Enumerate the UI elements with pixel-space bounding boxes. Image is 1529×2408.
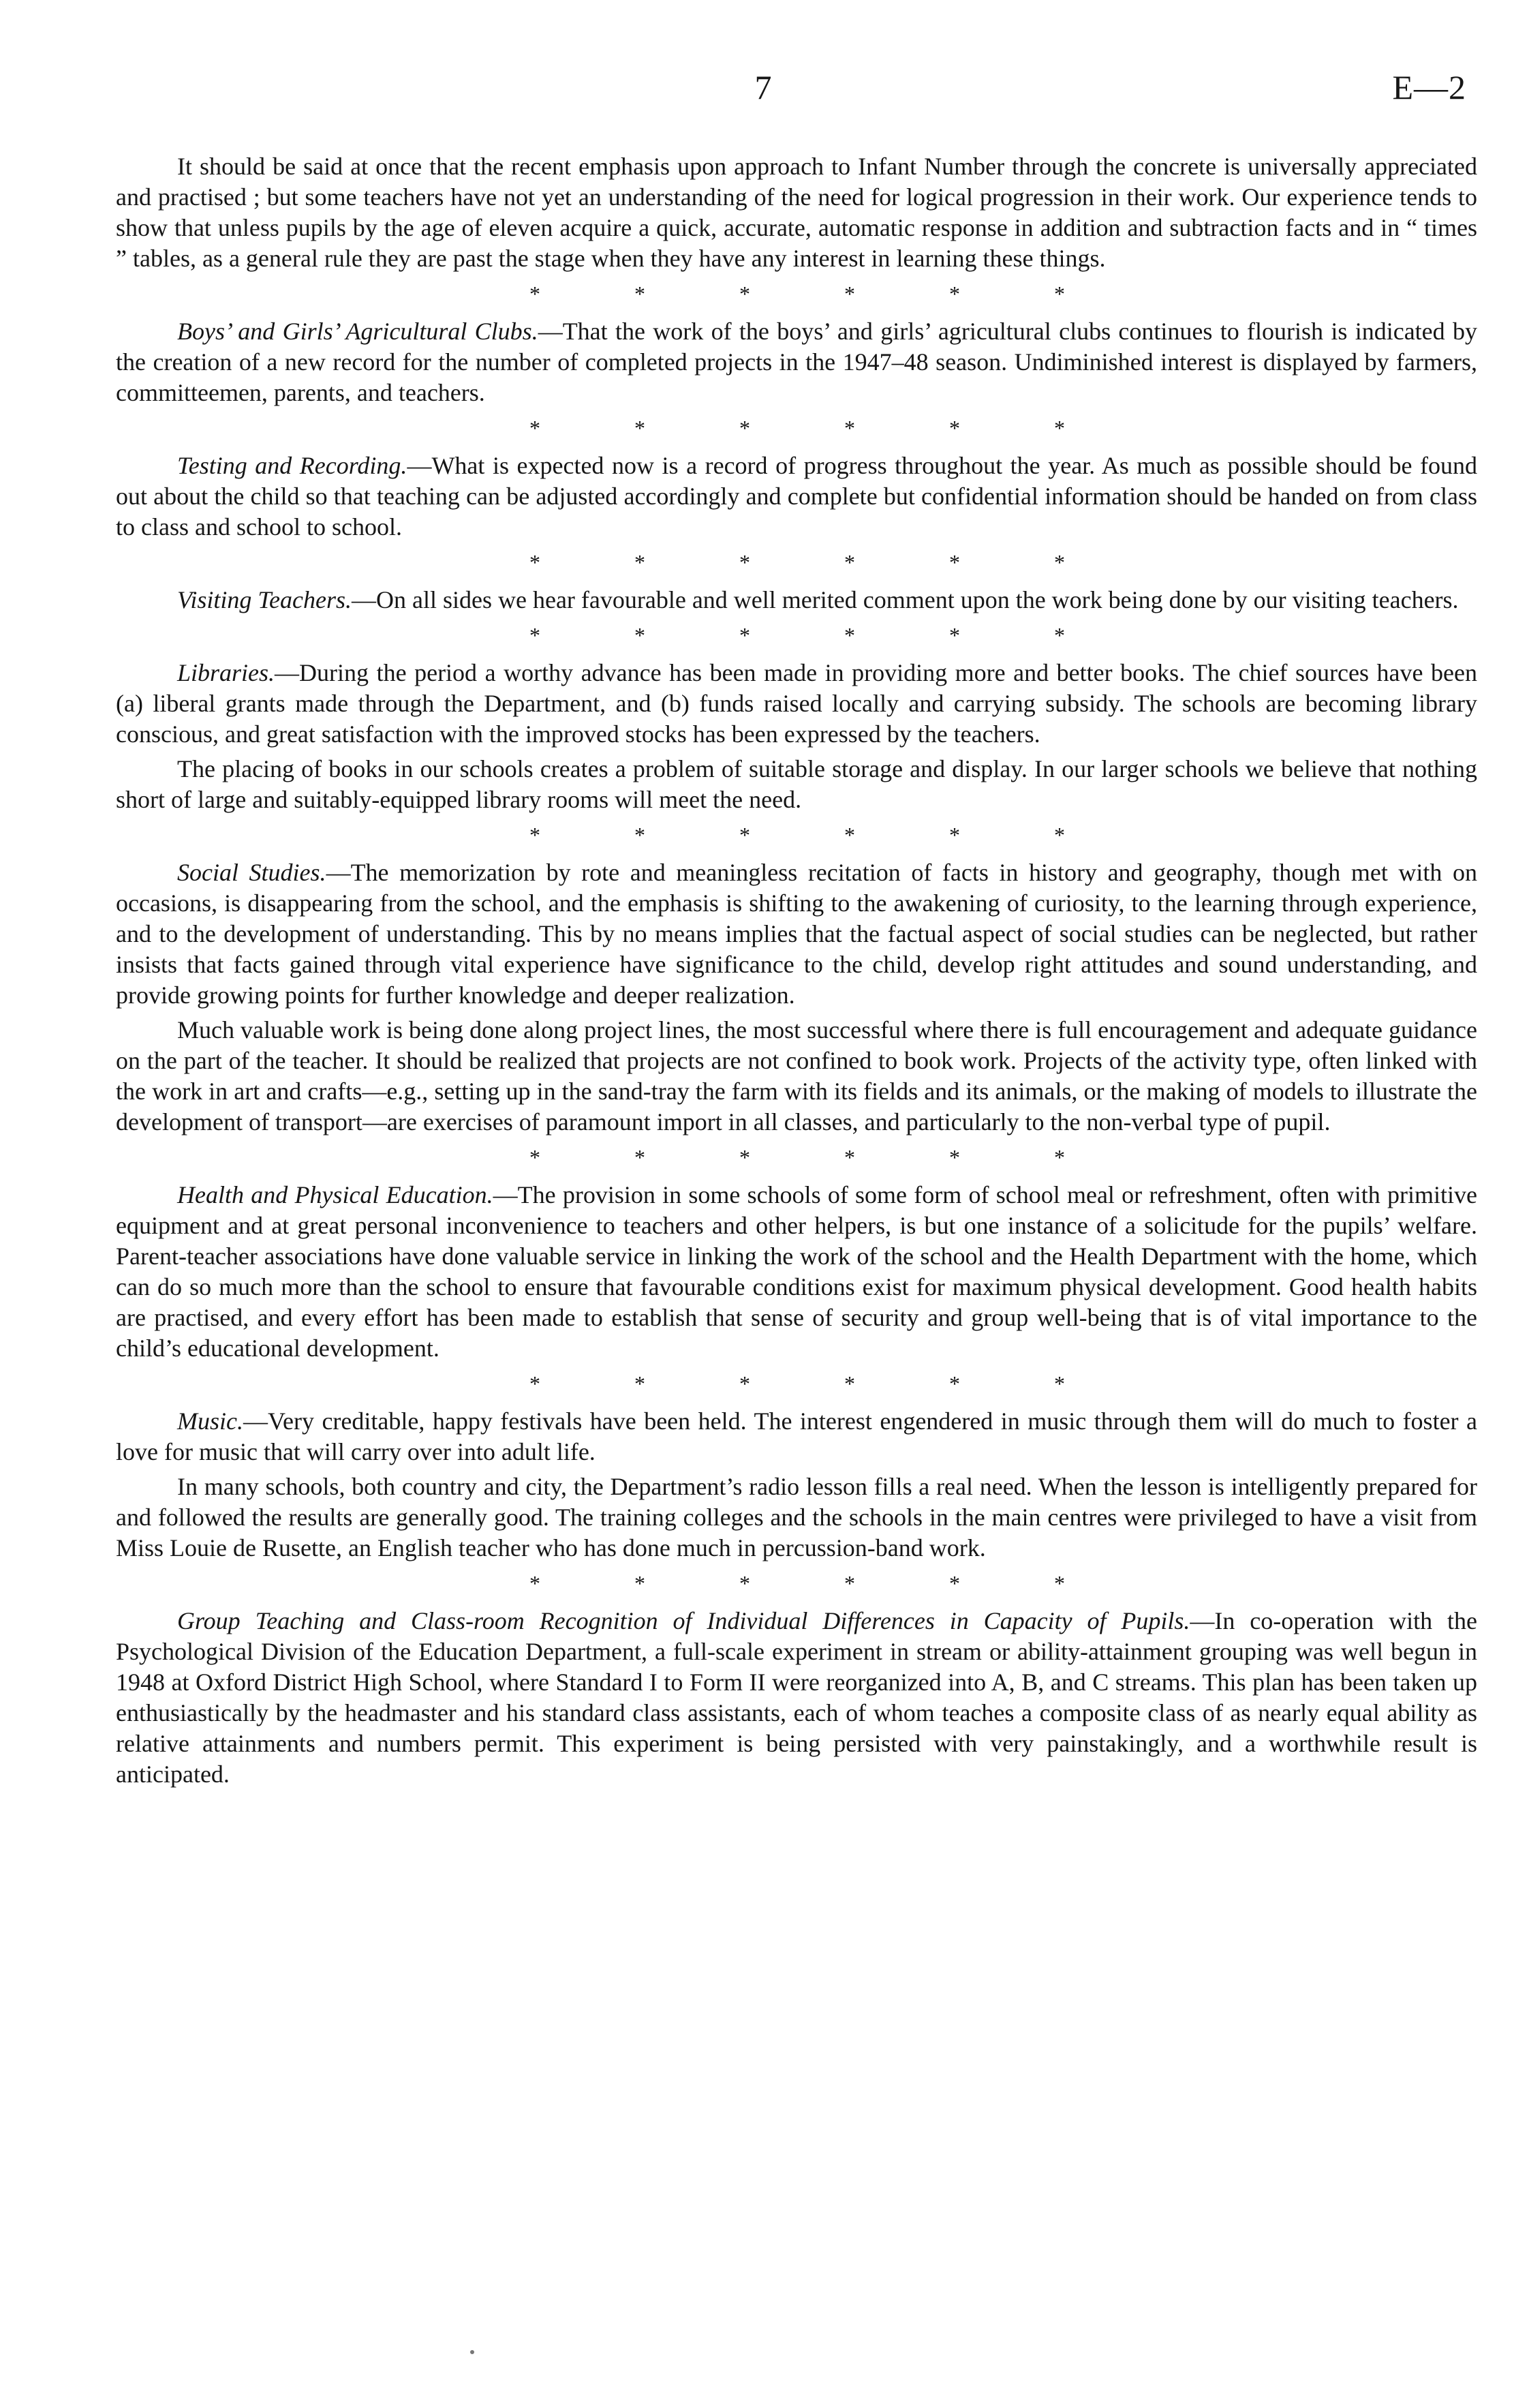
asterisk: * — [844, 623, 855, 647]
asterisk: * — [529, 550, 540, 575]
asterisk: * — [529, 1145, 540, 1170]
asterisk: * — [844, 1571, 855, 1596]
section-title-health: Health and Physical Education. — [177, 1181, 493, 1208]
report-code: E—2 — [1392, 68, 1466, 106]
star-divider — [528, 1144, 1066, 1170]
paragraph-text: In many schools, both country and city, the Department’s radio lesson fills a real need. When the lesson is intelligently prepared for and followed the results are generally good. The training colleges and the schools in the main centres were privileged to have a visit from Miss Louie de Rusette, an English teacher who has done much in percussion-band work. — [116, 1473, 1477, 1561]
asterisk: * — [1054, 823, 1065, 847]
section-title-group-teaching: Group Teaching and Class-room Recognition of Individual Differences in Capacity of Pupils. — [177, 1607, 1190, 1634]
group-teaching-paragraph — [116, 1606, 1477, 1790]
asterisk: * — [949, 823, 960, 847]
clubs-paragraph — [116, 316, 1477, 408]
asterisk: * — [634, 1145, 645, 1170]
scan-speck — [470, 2350, 474, 2354]
asterisk: * — [739, 1371, 750, 1396]
star-divider — [528, 281, 1066, 307]
star-divider — [528, 415, 1066, 441]
asterisk: * — [1054, 1371, 1065, 1396]
asterisk: * — [1054, 1145, 1065, 1170]
asterisk: * — [739, 416, 750, 440]
asterisk: * — [634, 1371, 645, 1396]
asterisk: * — [844, 823, 855, 847]
intro-paragraph — [116, 151, 1477, 274]
asterisk: * — [739, 1145, 750, 1170]
paragraph-text: —During the period a worthy advance has been made in providing more and better books. The chief sources have been (a) liberal grants made through the Department, and (b) funds raised locally and carrying subsidy. The schools are becoming library conscious, and great satisfaction with the improved stocks has been expressed by the teachers. — [116, 659, 1477, 748]
asterisk: * — [529, 416, 540, 440]
asterisk: * — [1054, 416, 1065, 440]
star-divider — [528, 1371, 1066, 1397]
asterisk: * — [844, 550, 855, 575]
asterisk: * — [739, 1571, 750, 1596]
asterisk: * — [634, 623, 645, 647]
asterisk: * — [949, 550, 960, 575]
paragraph-text: —The memorization by rote and meaningless recitation of facts in history and geography, though met with on occasions, is disappearing from the school, and the emphasis is shifting to the awakening of curiosity, to the learning through experience, and to the development of understanding. This by no means implies that the factual aspect of social studies can be neglected, but rather insists that facts gained through vital experience have significance to the child, develop right attitudes and sound understanding, and provide growing points for further knowledge and deeper realization. — [116, 859, 1478, 1009]
section-title-clubs: Boys’ and Girls’ Agricultural Clubs. — [177, 318, 538, 345]
paragraph-text: —What is expected now is a record of progress throughout the year. As much as possible should be found out about the child so that teaching can be adjusted accordingly and complete but confidential information should be handed on from class to class and school to school. — [116, 452, 1477, 540]
paragraph-text: It should be said at once that the recent emphasis upon approach to Infant Number through the concrete is universally appreciated and practised ; but some teachers have not yet an understanding of the need for logical progression in their work. Our experience tends to show that unless pupils by the age of eleven acquire a quick, accurate, automatic response in addition and subtraction facts and in “ times ” tables, as a general rule they are past the stage when they have any interest in learning these things. — [116, 153, 1477, 272]
asterisk: * — [739, 281, 750, 306]
libraries-paragraph-2 — [116, 754, 1477, 815]
paragraph-text: —On all sides we hear favourable and well merited comment upon the work being done by our visiting teachers. — [352, 586, 1459, 613]
section-title-testing: Testing and Recording. — [177, 452, 407, 479]
asterisk: * — [949, 623, 960, 647]
paragraph-text: The placing of books in our schools creates a problem of suitable storage and display. In our larger schools we believe that nothing short of large and suitably-equipped library rooms will meet the need. — [116, 755, 1477, 813]
asterisk: * — [844, 281, 855, 306]
asterisk: * — [1054, 281, 1065, 306]
music-paragraph-2 — [116, 1472, 1477, 1564]
page-number: 7 — [754, 68, 772, 106]
social-paragraph — [116, 857, 1477, 1011]
social-paragraph-2 — [116, 1015, 1477, 1138]
star-divider — [528, 549, 1066, 575]
section-title-visiting: Visiting Teachers. — [177, 586, 352, 613]
asterisk: * — [844, 1145, 855, 1170]
section-title-libraries: Libraries. — [177, 659, 275, 686]
asterisk: * — [949, 1571, 960, 1596]
paragraph-text: —That the work of the boys’ and girls’ agricultural clubs continues to flourish is indicated by the creation of a new record for the number of completed projects in the 1947–48 season. Undiminished interest is displayed by farmers, committeemen, parents, and teachers. — [116, 318, 1477, 406]
star-divider — [528, 822, 1066, 848]
music-paragraph — [116, 1406, 1477, 1467]
asterisk: * — [529, 1371, 540, 1396]
asterisk: * — [634, 550, 645, 575]
asterisk: * — [634, 823, 645, 847]
asterisk: * — [634, 1571, 645, 1596]
testing-paragraph — [116, 451, 1477, 543]
asterisk: * — [739, 823, 750, 847]
libraries-paragraph — [116, 658, 1477, 750]
asterisk: * — [844, 1371, 855, 1396]
section-title-social: Social Studies. — [177, 859, 326, 886]
asterisk: * — [949, 1371, 960, 1396]
asterisk: * — [1054, 1571, 1065, 1596]
star-divider — [528, 622, 1066, 648]
asterisk: * — [529, 1571, 540, 1596]
asterisk: * — [844, 416, 855, 440]
asterisk: * — [634, 416, 645, 440]
paragraph-text: —The provision in some schools of some form of school meal or refreshment, often with primitive equipment and at great personal inconvenience to teachers and other helpers, is but one instance of a solicitude for the pupils’ welfare. Parent-teacher associations have done valuable service in linking the work of the school and the Health Department with the home, which can do so much more than the school to ensure that favourable conditions exist for maximum physical development. Good health habits are practised, and every effort has been made to establish that sense of security and group well-being that is of vital importance to the child’s educational development. — [116, 1181, 1477, 1362]
asterisk: * — [1054, 550, 1065, 575]
asterisk: * — [949, 1145, 960, 1170]
asterisk: * — [529, 623, 540, 647]
visiting-paragraph — [116, 585, 1477, 615]
asterisk: * — [529, 281, 540, 306]
report-body — [116, 151, 1477, 1794]
section-title-music: Music. — [177, 1407, 243, 1435]
star-divider — [528, 1570, 1066, 1596]
health-paragraph — [116, 1180, 1477, 1364]
asterisk: * — [1054, 623, 1065, 647]
asterisk: * — [739, 623, 750, 647]
paragraph-text: —Very creditable, happy festivals have been held. The interest engendered in music through them will do much to foster a love for music that will carry over into adult life. — [116, 1407, 1477, 1465]
asterisk: * — [634, 281, 645, 306]
asterisk: * — [739, 550, 750, 575]
asterisk: * — [529, 823, 540, 847]
paragraph-text: Much valuable work is being done along project lines, the most successful where there is full encouragement and adequate guidance on the part of the teacher. It should be realized that projects are not confined to book work. Projects of the activity type, often linked with the work in art and crafts—e.g., setting up in the sand-tray the farm with its fields and its animals, or the making of models to illustrate the development of transport—are exercises of paramount import in all classes, and particularly to the non-verbal type of pupil. — [116, 1016, 1477, 1136]
paragraph-text: —In co-operation with the Psychological Division of the Education Department, a full-scale experiment in stream or ability-attainment grouping was well begun in 1948 at Oxford District High School, where Standard I to Form II were reorganized into A, B, and C streams. This plan has been taken up enthusiastically by the headmaster and his standard class assistants, each of whom teaches a composite class of as nearly equal ability as relative attainments and numbers permit. This experiment is being persisted with very painstakingly, and a worthwhile result is anticipated. — [116, 1607, 1477, 1788]
asterisk: * — [949, 281, 960, 306]
asterisk: * — [949, 416, 960, 440]
